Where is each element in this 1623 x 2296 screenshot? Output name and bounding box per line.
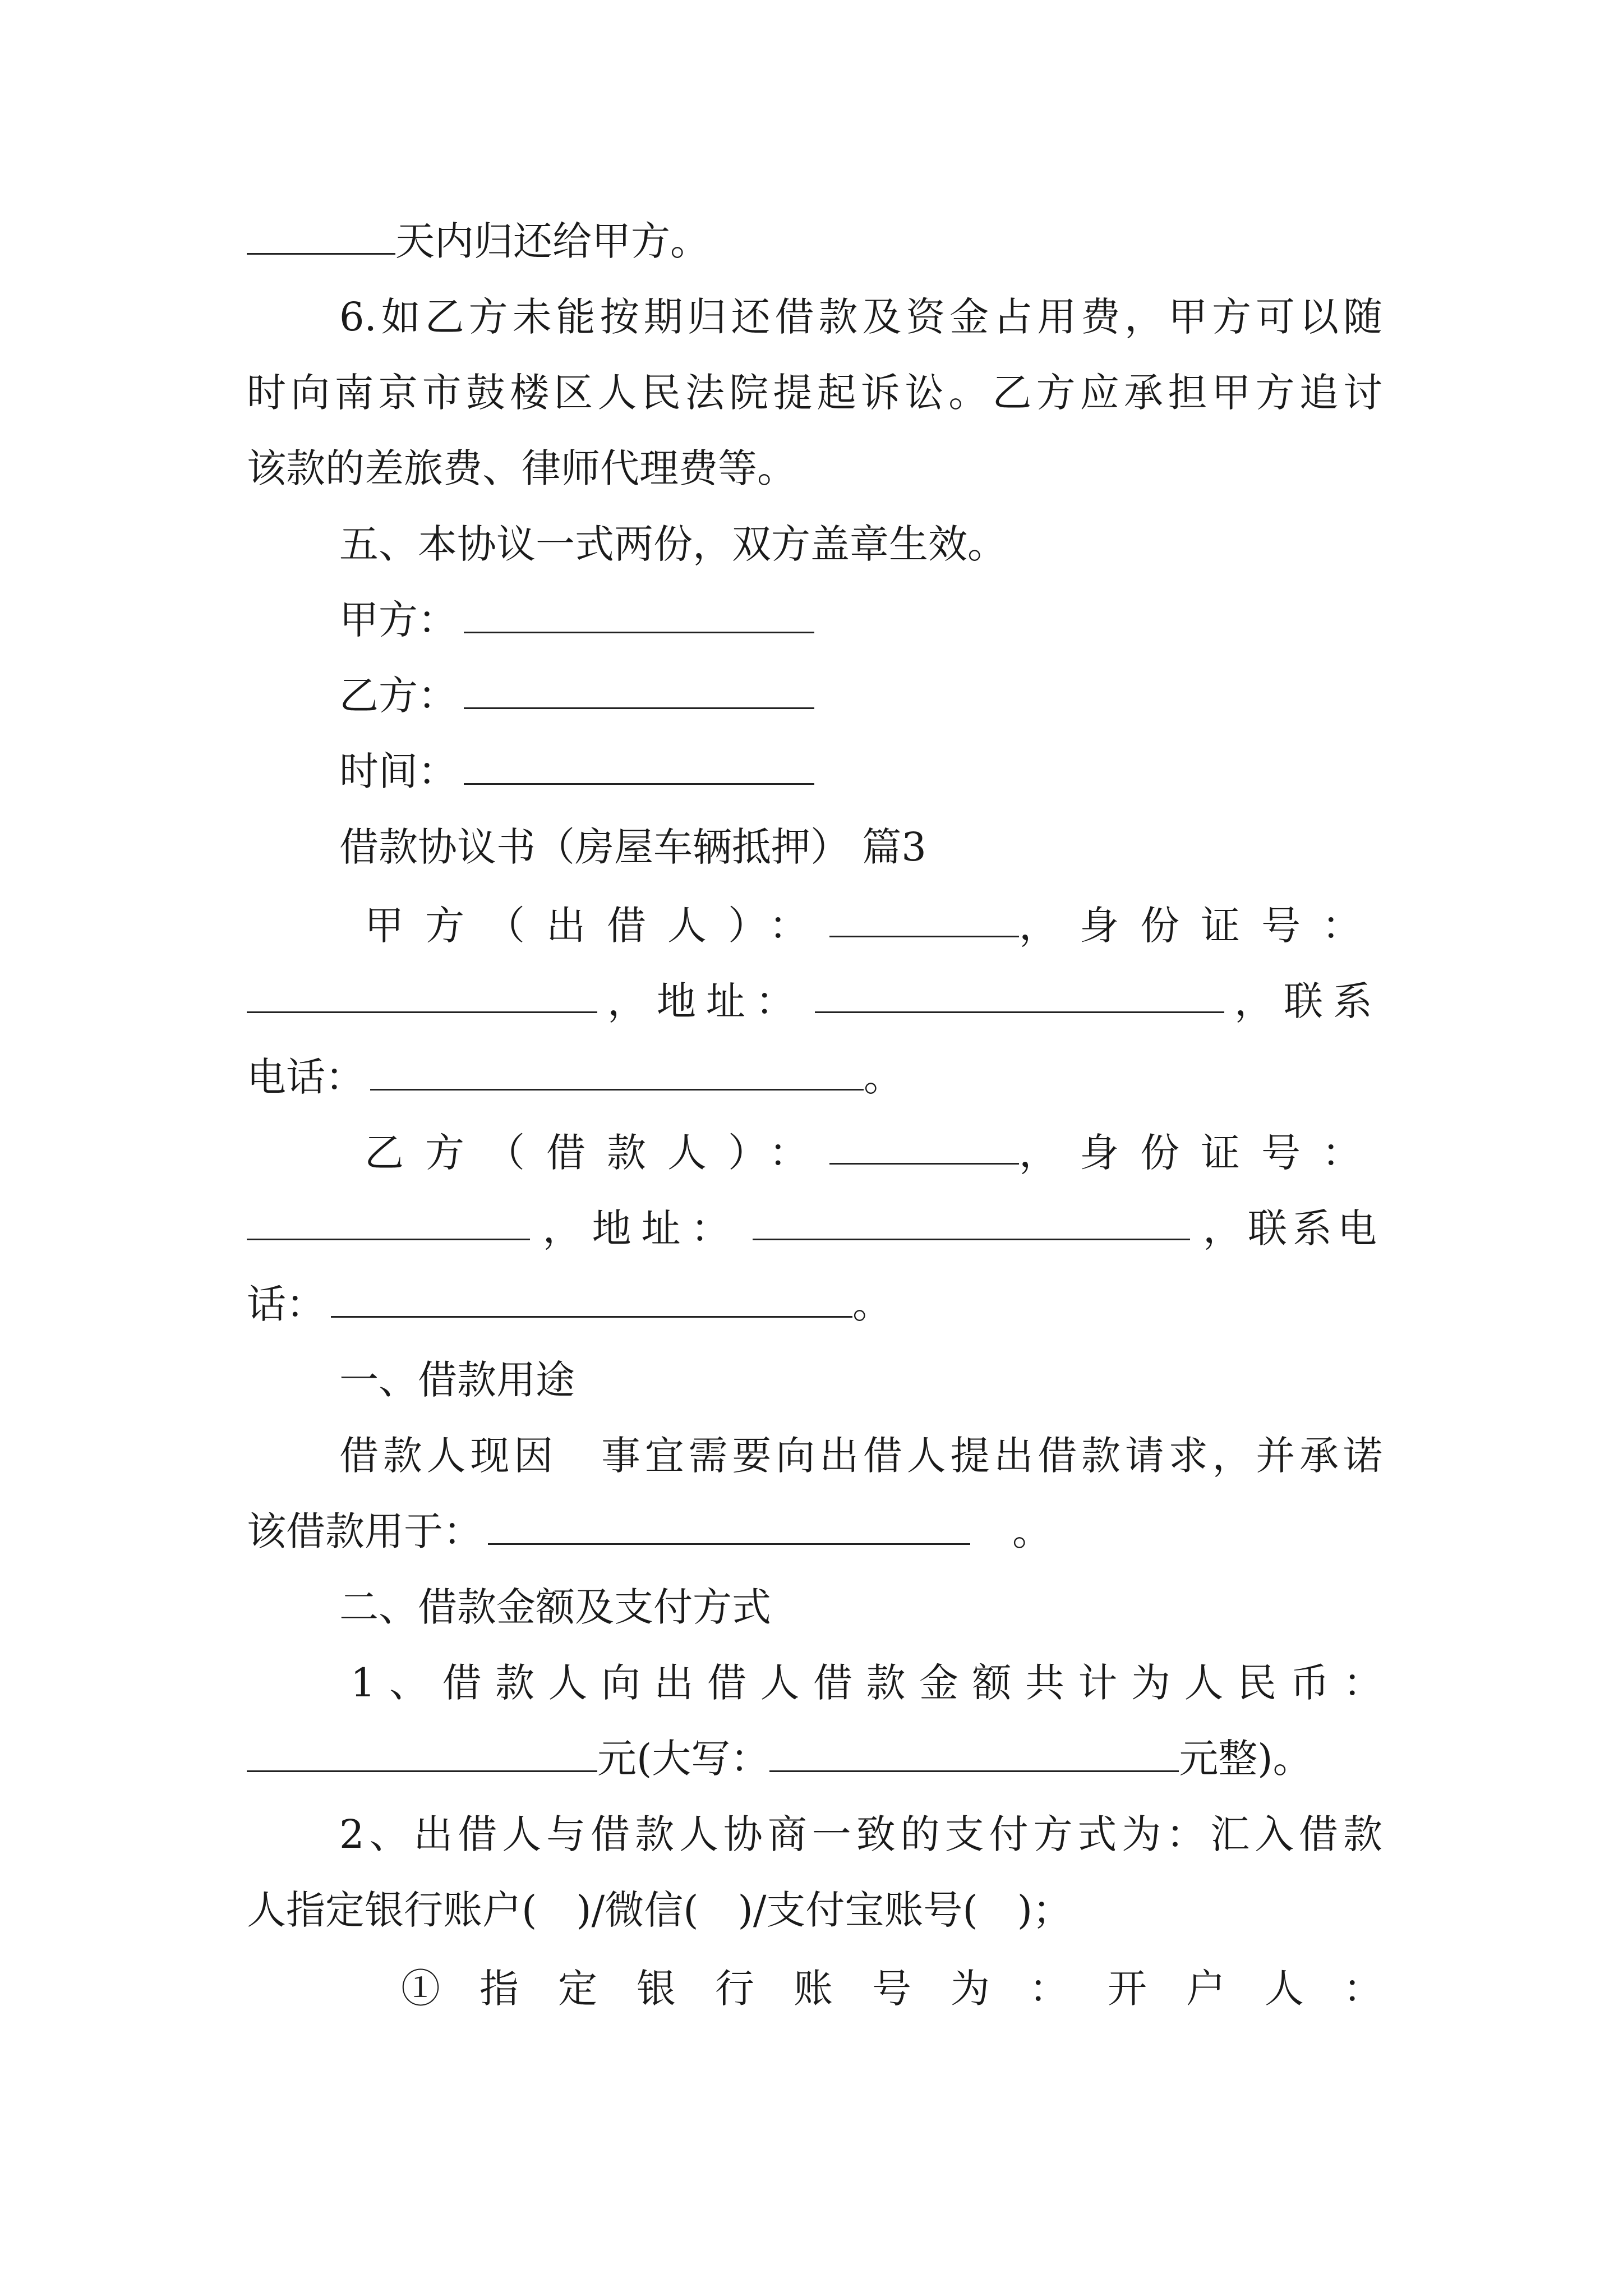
text-span: 。 xyxy=(1012,1508,1052,1554)
text-span: ，身份证号： xyxy=(1019,903,1382,949)
party-b-line-3 xyxy=(247,1276,892,1332)
fill-blank[interactable] xyxy=(247,215,395,255)
text-line: ①指定银行账号为：开户人： xyxy=(401,1966,1382,2012)
text-span: ，联系 xyxy=(1234,978,1382,1024)
lender-phone-blank[interactable] xyxy=(370,1051,864,1091)
signature-blank[interactable] xyxy=(464,669,814,709)
section-title: 借款协议书（房屋车辆抵押） 篇3 xyxy=(339,824,926,870)
section-heading: 二、借款金额及支付方式 xyxy=(339,1584,771,1630)
text-line: 借款人现因 事宜需要向出借人提出借款请求，并承诺 xyxy=(339,1433,1382,1479)
text-line: 五、本协议一式两份，双方盖章生效。 xyxy=(339,521,1007,567)
text-span: 话： xyxy=(247,1281,325,1327)
text-line: 人指定银行账户( )/微信( )/支付宝账号( )； xyxy=(247,1887,1072,1933)
signature-blank[interactable] xyxy=(464,593,814,633)
text-span: 乙方（借款人）： xyxy=(365,1130,829,1176)
signature-label: 乙方： xyxy=(339,673,457,719)
signature-label: 时间： xyxy=(339,748,457,794)
text-line: 该款的差旅费、律师代理费等。 xyxy=(247,445,796,491)
text-span: 元整)。 xyxy=(1179,1736,1312,1782)
signature-label: 甲方： xyxy=(339,597,457,643)
amount-words-blank[interactable] xyxy=(769,1732,1179,1772)
text-line: 6.如乙方未能按期归还借款及资金占用费，甲方可以随 xyxy=(339,294,1382,340)
signature-date xyxy=(339,743,814,799)
text-line: 2、出借人与借款人协商一致的支付方式为：汇入借款 xyxy=(339,1811,1382,1857)
text-line xyxy=(247,213,709,269)
signature-party-b xyxy=(339,668,814,724)
party-a-line-1 xyxy=(365,898,1382,954)
text-line xyxy=(247,1731,1312,1787)
text-span: 天内归还给甲方。 xyxy=(395,218,709,264)
text-span: ，身份证号： xyxy=(1019,1130,1382,1176)
party-b-line-2 xyxy=(247,1200,1382,1257)
text-span: 元(大写： xyxy=(597,1736,770,1782)
text-span: ，地址： xyxy=(607,978,805,1024)
borrower-name-blank[interactable] xyxy=(829,1125,1019,1165)
text-span: 。 xyxy=(852,1281,892,1327)
lender-id-blank[interactable] xyxy=(247,973,597,1013)
text-line: 1、借款人向出借人借款金额共计为人民币： xyxy=(351,1660,1382,1706)
text-span: 甲方（出借人）： xyxy=(365,903,829,949)
party-a-line-3 xyxy=(247,1049,903,1105)
borrower-address-blank[interactable] xyxy=(753,1200,1190,1240)
date-blank[interactable] xyxy=(464,745,814,785)
text-span: 该借款用于： xyxy=(247,1508,482,1554)
party-a-line-2 xyxy=(247,973,1382,1029)
party-b-line-1 xyxy=(365,1125,1382,1181)
loan-purpose-blank[interactable] xyxy=(488,1505,970,1545)
text-span: ，地址： xyxy=(542,1205,740,1251)
lender-name-blank[interactable] xyxy=(829,898,1019,937)
text-span: 。 xyxy=(864,1054,903,1100)
text-span: 电话： xyxy=(247,1054,365,1100)
text-line: 时向南京市鼓楼区人民法院提起诉讼。乙方应承担甲方追讨 xyxy=(247,370,1382,416)
borrower-id-blank[interactable] xyxy=(247,1200,530,1240)
text-line xyxy=(247,1503,1052,1559)
lender-address-blank[interactable] xyxy=(815,973,1224,1013)
amount-blank[interactable] xyxy=(247,1732,597,1772)
borrower-phone-blank[interactable] xyxy=(331,1278,852,1318)
signature-party-a xyxy=(339,592,814,648)
section-heading: 一、借款用途 xyxy=(339,1357,575,1403)
text-span: ，联系电 xyxy=(1202,1205,1382,1251)
